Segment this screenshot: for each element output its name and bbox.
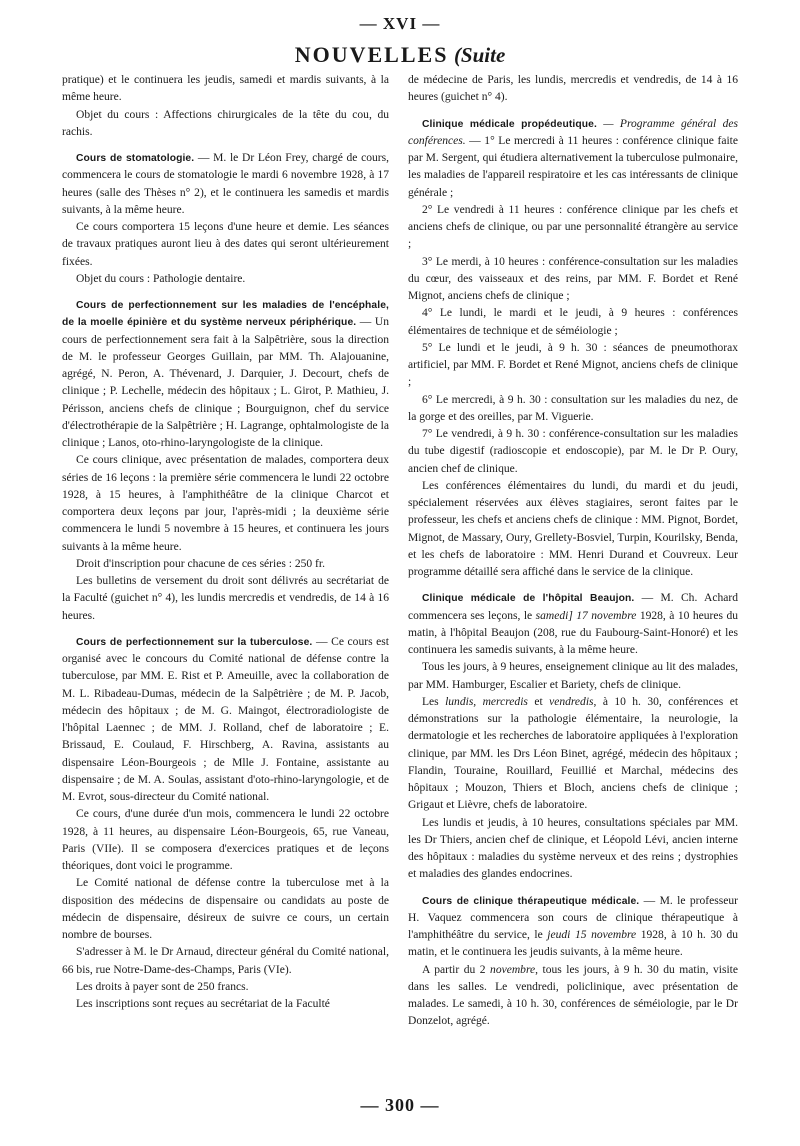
program-item: 7° Le vendredi, à 9 h. 30 : conférence-consultation sur les maladies du tube digestif (radioscopie et endoscopie), par M. le Dr P. Oury, ancien chef de clinique. [408, 428, 738, 475]
paragraph: Tous les jours, à 9 heures, enseignement clinique au lit des malades, par MM. Hamburger, Escalier et Bariety, chefs de clinique. [408, 661, 738, 691]
notice-body: 1928, à 10 heures du matin, à l'hôpital Beaujon (208, rue du Faubourg-Saint-Honoré) et les continuera les samedis suivants, à la même heure. [408, 609, 738, 656]
paragraph: S'adresser à M. le Dr Arnaud, directeur général du Comité national, 66 bis, rue Notre-Dame-des-Champs, Paris (VIe). [62, 946, 389, 976]
paragraph: Le Comité national de défense contre la tuberculose met à la disposition des médecins de dispensaire ou candidats au poste de médecin de dispensaire, désireux de suivre ce cours, un certain nombre de bourses. [62, 877, 389, 941]
program-item: 4° Le lundi, le mardi et le jeudi, à 9 heures : conférences élémentaires de technique et de séméiologie ; [408, 307, 738, 337]
section-title-suite: (Suite [453, 43, 506, 67]
notice-stomatology [62, 150, 389, 219]
notice-heading: Cours de clinique thérapeutique médicale. [422, 895, 640, 907]
left-column [62, 72, 389, 1013]
notice-body: — Un cours de perfectionnement sera fait à la Salpêtrière, sous la direction de M. le professeur Georges Guillain, par MM. Th. Alajouanine, agrégé, N. Peron, A. Thévenard, J. Darquier, J. Decourt, chefs de clinique ; P. Lechelle, médecin des hôpitaux ; L. Girot, P. Mathieu, J. Périsson, anciens chefs de clinique ; Bourguignon, chef du service d'électrothérapie de la Salpêtrière ; H. Lagrange, ophtalmologiste de la clinique ; Lanos, oto-rhino-laryngologiste de la clinique. [62, 316, 389, 449]
program-item: 6° Le mercredi, à 9 h. 30 : consultation sur les maladies du nez, de la gorge et des oreilles, par M. Viguerie. [408, 393, 738, 423]
notice-heading: Cours de stomatologie. [76, 153, 195, 164]
text-run-italic: novembre [490, 963, 536, 976]
roman-folio: — XVI — [359, 14, 441, 33]
paragraph: Ce cours, d'une durée d'un mois, commencera le lundi 22 octobre 1928, à 11 heures, au dispensaire Léon-Bourgeois, 65, rue Vaneau, Paris (VIIe). Il se composera d'exercices pratiques et de leçons théoriques, dont voici le programme. [62, 808, 389, 872]
text-run: , à 10 h. 30, conférences et démonstrations sur la pathologie élémentaire, la neurologie, la dermatologie et les recherches de laboratoire appliquées à l'exploration clinique, par MM. les Drs Léon Binet, agrégé, médecin des hôpitaux ; Flandin, Touraine, Rouillard, Feuillié et Marchal, médecins des hôpitaux ; Mouzon, Thiers et Bloch, anciens chefs de clinique ; Grigaut et Lièvre, chefs de laboratoire. [408, 695, 739, 812]
text-run-italic: lundis, mercredis [445, 695, 528, 708]
paragraph: Les inscriptions sont reçues au secrétariat de la Faculté [76, 998, 330, 1010]
notice-body: — M. Ch. Achard commencera ses leçons, le [408, 592, 738, 622]
text-run: A partir du 2 [422, 963, 491, 976]
paragraph [408, 962, 738, 1031]
paragraph: Ce cours comportera 15 leçons d'une heure et demie. Les séances de travaux pratiques auront lieu à des dates qui seront ultérieurement fixées. [62, 221, 389, 268]
notice-heading: Clinique médicale propédeutique. [422, 118, 597, 130]
text-run: , tous les jours, à 9 h. 30 du matin, visite dans les salles. Le vendredi, policlinique, avec présentation de malades. Le samedi, à 10 h. 30, conférences de séméiologie, par le Dr Donzelot, agrégé. [408, 963, 738, 1028]
right-column [408, 72, 738, 1031]
notice-heading: Clinique médicale de l'hôpital Beaujon. [422, 593, 635, 605]
paragraph: Les conférences élémentaires du lundi, du mardi et du jeudi, spécialement réservées aux élèves stagiaires, seront faites par le professeur, les chefs et anciens chefs de clinique : MM. Pignot, Bordet, Mignot, de Massary, Oury, Grellety-Bosviel, Turpin, Kourilsky, Benda, et les chefs de laboratoire : MM. Henri Durand et Couvreux. Leur programme détaillé sera affiché dans le service de la clinique. [408, 479, 738, 578]
text-run: Les [422, 695, 446, 708]
notice-subheading: — Programme général des conférences. [408, 117, 738, 147]
program-item: 5° Le lundi et le jeudi, à 9 h. 30 : séances de pneumothorax artificiel, par MM. F. Bordet et René Mignot, anciens chefs de clinique ; [408, 341, 738, 389]
notice-body: — Ce cours est organisé avec le concours du Comité national de défense contre la tuberculose, par MM. E. Rist et P. Ameuille, avec la collaboration de M. L. Ribadeau-Dumas, médecin de la Salpêtrière ; de M. P. Jacob, médecin des hôpitaux ; de M. G. Maingot, électroradiologiste de l'hôpital Laennec ; de MM. J. Rolland, chef de laboratoire ; E. Brissaud, E. Coulaud, F. Hirschberg, A. Ravina, assistants au dispensaire Léon-Bourgeois ; de Mlle J. Fontaine, assistante au dispensaire ; de M. A. Soulas, assistant d'oto-rhino-laryngologie, et de M. Evrot, sous-directeur du Comité national. [62, 635, 389, 803]
notice-neurology [62, 297, 389, 452]
notice-date: jeudi 15 novembre [547, 929, 637, 941]
text-run-italic: vendredis [549, 695, 594, 708]
notice-beaujon-clinic [408, 590, 738, 659]
notice-heading: Cours de perfectionnement sur la tuberculose. [76, 636, 313, 648]
notice-date: samedi] 17 novembre [535, 609, 637, 622]
notice-body: — M. le Dr Léon Frey, chargé de cours, commencera le cours de stomatologie le mardi 6 novembre 1928, à 17 heures (salle des Thèses n° 2), et le continuera les samedis et mardis suivants, à la même heure. [62, 152, 389, 216]
paragraph [408, 694, 738, 815]
paragraph: Objet du cours : Pathologie dentaire. [76, 272, 246, 285]
paragraph: Objet du cours : Affections chirurgicales de la tête du cou, du rachis. [62, 108, 389, 138]
notice-propedeutic-clinic [408, 116, 738, 202]
paragraph: Les lundis et jeudis, à 10 heures, consultations spéciales par MM. les Dr Thiers, ancien chef de clinique, et Léopold Lévi, ancien interne des hôpitaux : maladies du système nerveux et des reins ; dystrophies et maladies des glandes endocrines. [408, 816, 738, 881]
notice-tuberculosis [62, 634, 389, 807]
paragraph: Droit d'inscription pour chacune de ces séries : 250 fr. [76, 557, 325, 570]
program-item: 2° Le vendredi à 11 heures : conférence clinique par les chefs et anciens chefs de clinique, ou par une personnalité étrangère au service ; [408, 203, 738, 251]
notice-body: — M. le professeur H. Vaquez commencera son cours de clinique thérapeutique à l'amphithéâtre du service, le [408, 894, 738, 941]
section-title: NOUVELLES [294, 42, 449, 67]
paragraph: Les droits à payer sont de 250 francs. [76, 980, 249, 993]
notice-body: 1928, à 10 h. 30 du matin, et le continuera les jeudis suivants, à la même heure. [408, 929, 738, 959]
notice-heading: Cours de perfectionnement sur les maladies de l'encéphale, de la moelle épinière et du système nerveux périphérique. [62, 300, 389, 329]
paragraph: de médecine de Paris, les lundis, mercredis et vendredis, de 14 à 16 heures (guichet n° 4). [408, 74, 738, 104]
paragraph: Les bulletins de versement du droit sont délivrés au secrétariat de la Faculté (guichet n° 4), les lundis mercredis et vendredis, de 14 à 16 heures. [62, 575, 389, 622]
program-item: 3° Le merdi, à 10 heures : conférence-consultation sur les maladies du cœur, des vaisseaux et des reins, par MM. F. Bordet et René Mignot, anciens chefs de clinique ; [408, 255, 738, 302]
notice-body: — 1° Le mercredi à 11 heures : conférence clinique faite par M. Sergent, qui étudiera alternativement la tuberculose pulmonaire, les maladies de l'appareil respiratoire et les cas intéressants de clinique générale ; [408, 134, 738, 199]
page-number: — 300 — [360, 1095, 440, 1115]
paragraph: pratique) et le continuera les jeudis, samedi et mardis suivants, à la même heure. [62, 74, 389, 104]
paragraph: Ce cours clinique, avec présentation de malades, comportera deux séries de 16 leçons : la première série commencera le lundi 22 octobre 1928, à 15 heures, à l'amphithéâtre de la clinique Charcot et comportera deux leçons par jour, l'après-midi ; la deuxième série commencera le lundi 5 novembre à 15 heures, et continuera les jours suivants à la même heure. [62, 454, 389, 553]
text-run: et [527, 695, 550, 708]
notice-therapeutic-clinic [408, 893, 738, 962]
running-head [0, 42, 800, 68]
